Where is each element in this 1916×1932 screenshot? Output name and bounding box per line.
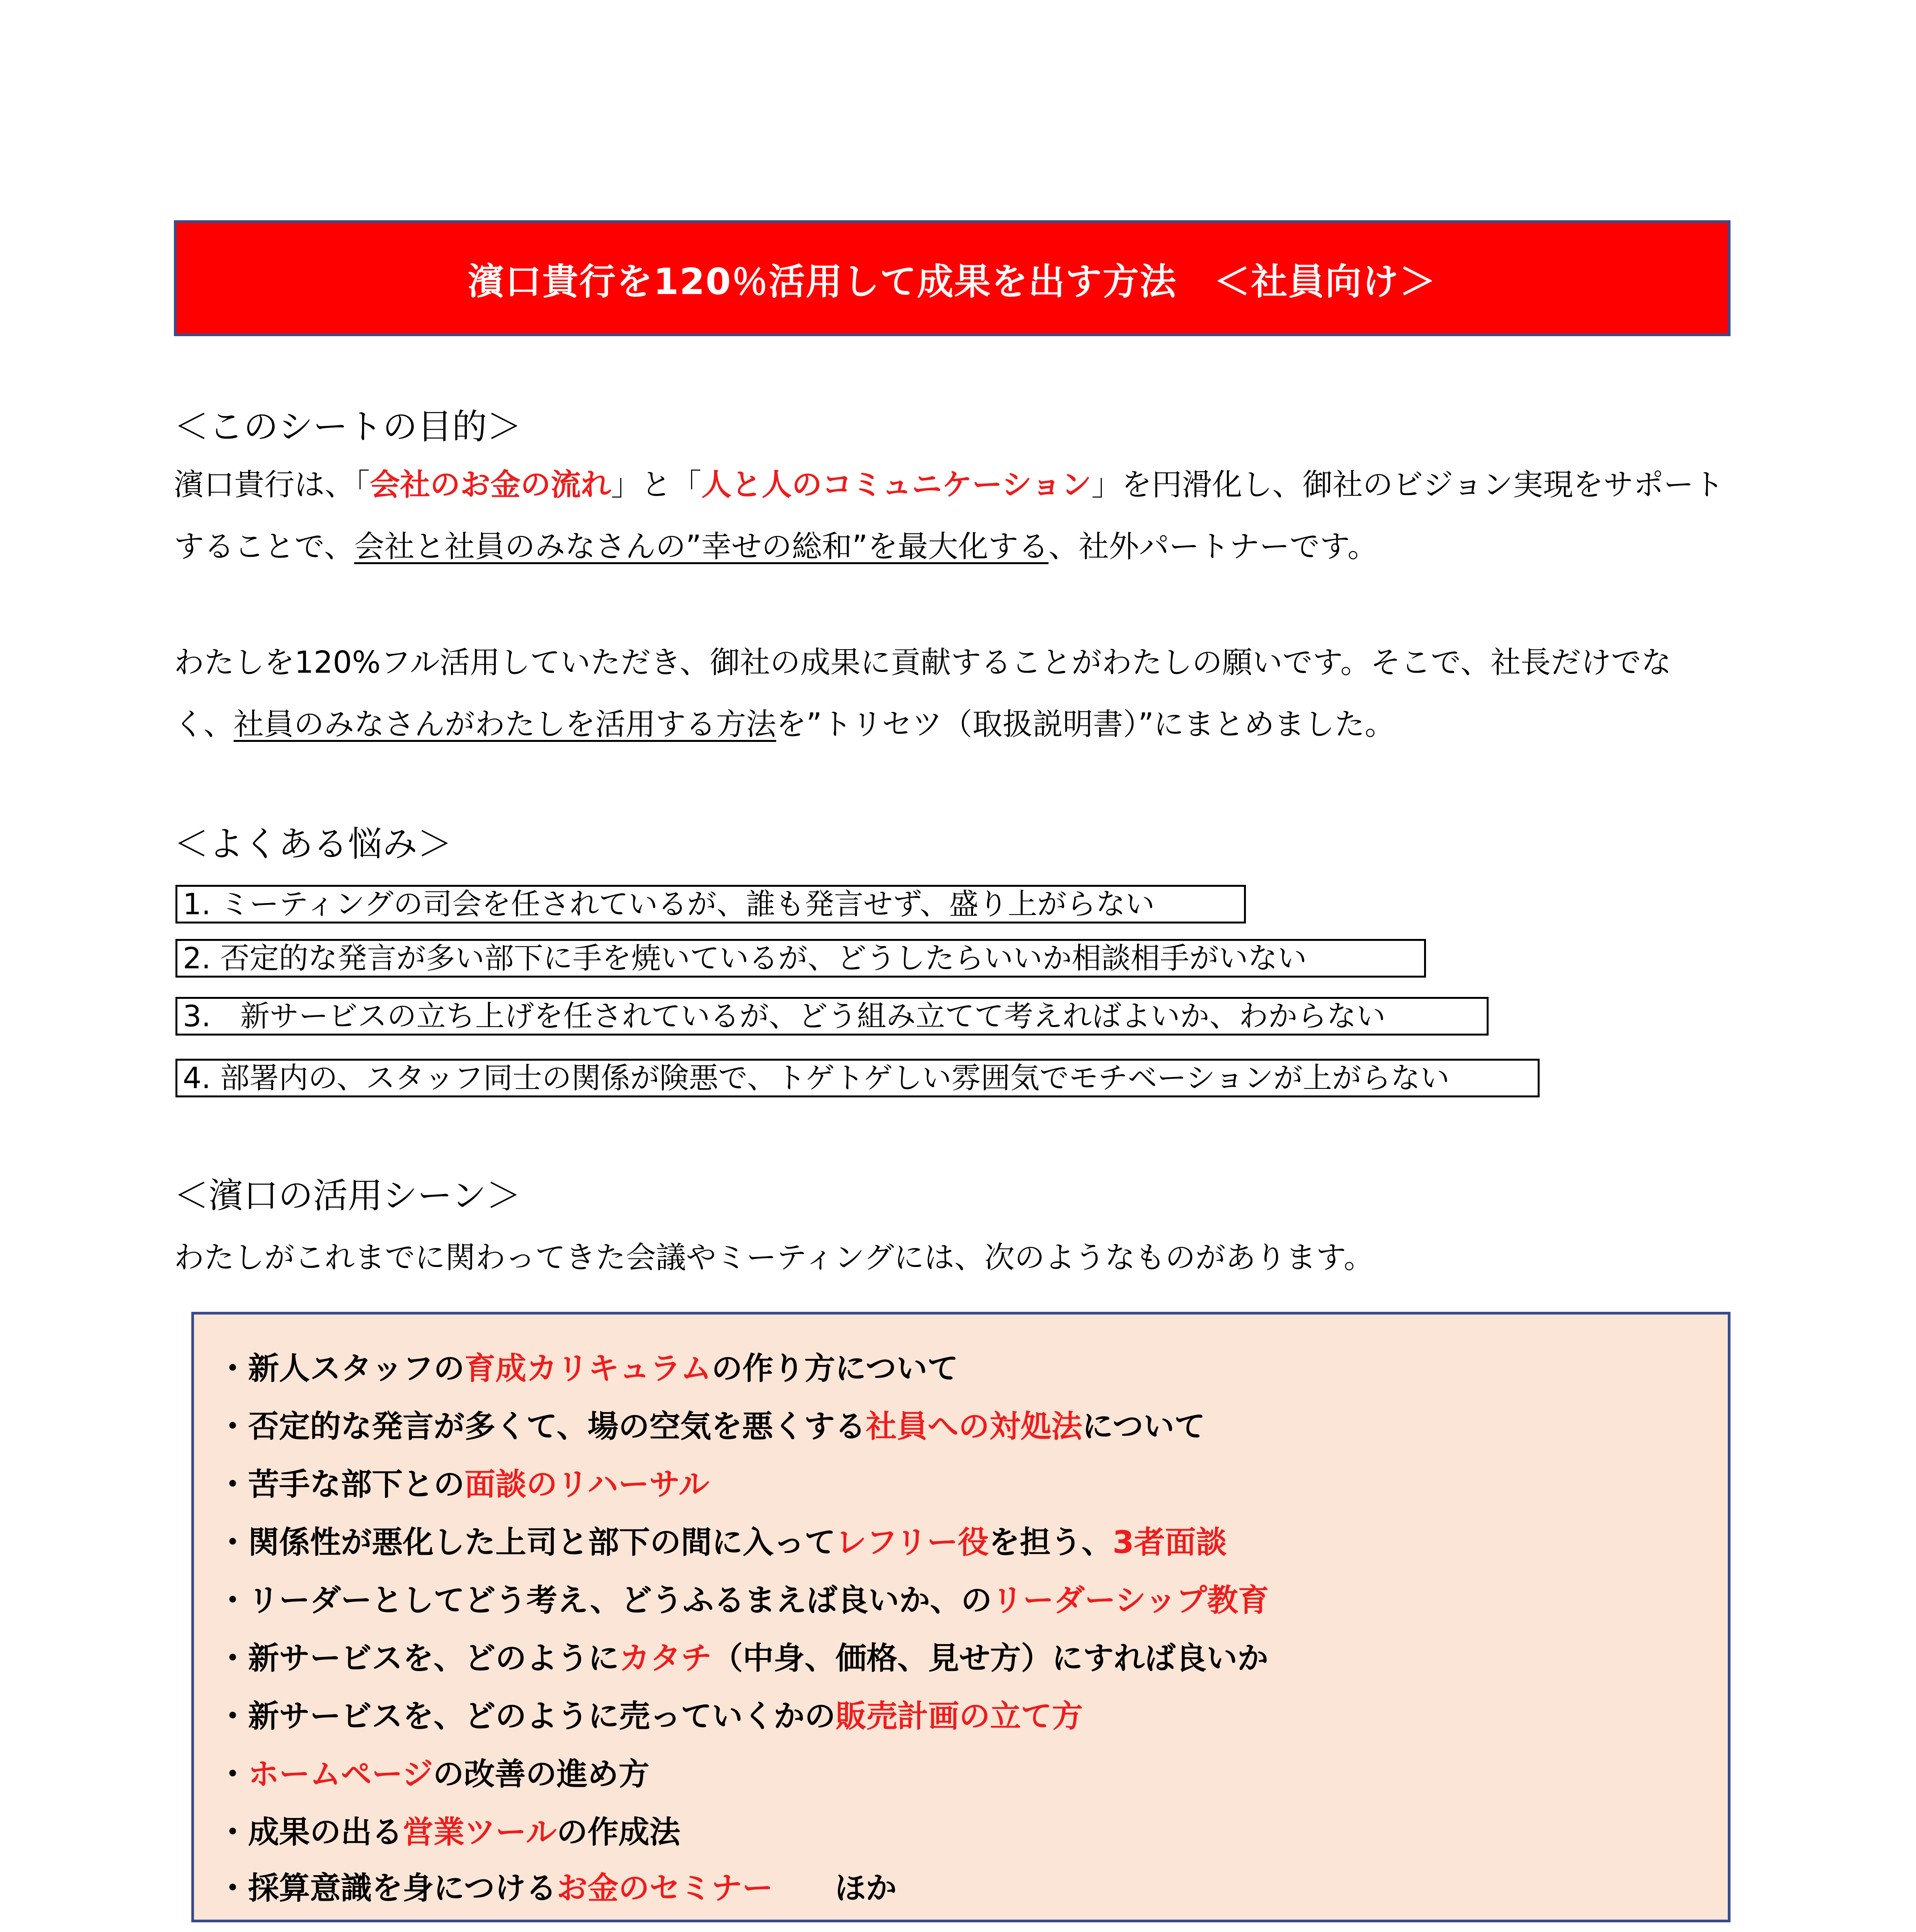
text-span: の作り方について (711, 1350, 958, 1386)
text-span: ・関係性が悪化した上司と部下の間に入って (217, 1524, 835, 1560)
worry-item: 2. 否定的な発言が多い部下に手を焼いているが、どうしたらいいか相談相手がいない (175, 939, 1426, 978)
highlight: カタチ (619, 1640, 712, 1676)
scene-item (217, 1755, 649, 1794)
text-span: ・成果の出る (217, 1814, 403, 1850)
purpose-line-3: わたしを120%フル活用していただき、御社の成果に貢献することがわたしの願いです。そこで、社長だけでな (174, 645, 1671, 680)
scene-item (217, 1697, 1083, 1736)
scenes-intro: わたしがこれまでに関わってきた会議やミーティングには、次のようなものがあります。 (174, 1240, 1374, 1275)
scenes-box (191, 1312, 1731, 1922)
text-span: （中身、価格、見せ方）にすれば良いか (712, 1640, 1268, 1676)
text-span: を担う、 (989, 1524, 1113, 1560)
underlined-text: 会社と社員のみなさんの”幸せの総和”を最大化する (354, 529, 1049, 564)
highlight: 3者面談 (1112, 1524, 1227, 1560)
highlight: 営業ツール (403, 1814, 557, 1850)
worry-item: 3. 新サービスの立ち上げを任されているが、どう組み立てて考えればよいか、わからない (175, 997, 1489, 1036)
scene-item (217, 1869, 897, 1908)
scene-item (217, 1465, 710, 1504)
text-span: ・採算意識を身につける (217, 1870, 557, 1906)
highlight: お金のセミナー (556, 1870, 773, 1906)
text-span: ・苦手な部下との (217, 1466, 465, 1502)
highlight: 面談のリハーサル (465, 1466, 710, 1502)
text-span: ・新サービスを、どのように (217, 1640, 619, 1676)
worries-heading: ＜よくある悩み＞ (174, 824, 452, 864)
scene-item (217, 1581, 1269, 1620)
text-span: く、 (174, 707, 234, 742)
scene-item (217, 1639, 1268, 1678)
text-span: 、社外パートナーです。 (1048, 529, 1378, 564)
purpose-heading: ＜このシートの目的＞ (174, 406, 522, 447)
highlight-money-flow: 会社のお金の流れ (370, 468, 611, 502)
scene-item (217, 1407, 1205, 1446)
scene-item (217, 1523, 1227, 1562)
text-span: の改善の進め方 (433, 1756, 650, 1792)
highlight: リーダーシップ教育 (992, 1582, 1269, 1618)
highlight: 販売計画の立て方 (835, 1698, 1083, 1734)
text-span: ほか (773, 1870, 897, 1906)
highlight: レフリー役 (835, 1524, 989, 1560)
scene-item (217, 1813, 680, 1852)
text-span: を”トリセツ（取扱説明書）”にまとめました。 (776, 707, 1395, 742)
purpose-line-2 (174, 518, 1766, 576)
highlight: 育成カリキュラム (465, 1350, 712, 1386)
worry-item: 4. 部署内の、スタッフ同士の関係が険悪で、トゲトゲしい雰囲気でモチベーションが上がらない (175, 1059, 1540, 1097)
text-span: ・新サービスを、どのように売っていくかの (217, 1698, 835, 1734)
highlight: ホームページ (248, 1756, 433, 1792)
highlight: 社員への対処法 (866, 1408, 1082, 1444)
worry-item: 1. ミーティングの司会を任されているが、誰も発言せず、盛り上がらない (175, 885, 1246, 923)
purpose-line-1 (174, 456, 1766, 514)
highlight-communication: 人と人のコミュニケーション (701, 468, 1092, 502)
text-span: について (1082, 1408, 1205, 1444)
text-span: 」を円滑化し、御社のビジョン実現をサポート (1091, 468, 1724, 502)
text-span: 濱口貴行は、「 (174, 468, 370, 502)
text-span: ・リーダーとしてどう考え、どうふるまえば良いか、の (217, 1582, 992, 1618)
text-span: ・否定的な発言が多くて、場の空気を悪くする (217, 1408, 866, 1444)
scenes-heading: ＜濱口の活用シーン＞ (174, 1175, 521, 1216)
scene-item (217, 1349, 958, 1388)
text-span: することで、 (174, 529, 354, 564)
text-span: の作成法 (556, 1814, 681, 1850)
page-title-text: 濱口貴行を120％活用して成果を出す方法 ＜社員向け＞ (468, 260, 1437, 303)
text-span: ・ (217, 1756, 248, 1792)
text-span: 」と「 (611, 468, 702, 502)
text-span: ・新人スタッフの (217, 1350, 465, 1386)
underlined-text: 社員のみなさんがわたしを活用する方法 (233, 707, 776, 742)
purpose-line-4 (174, 696, 1766, 753)
page-title (174, 220, 1731, 336)
